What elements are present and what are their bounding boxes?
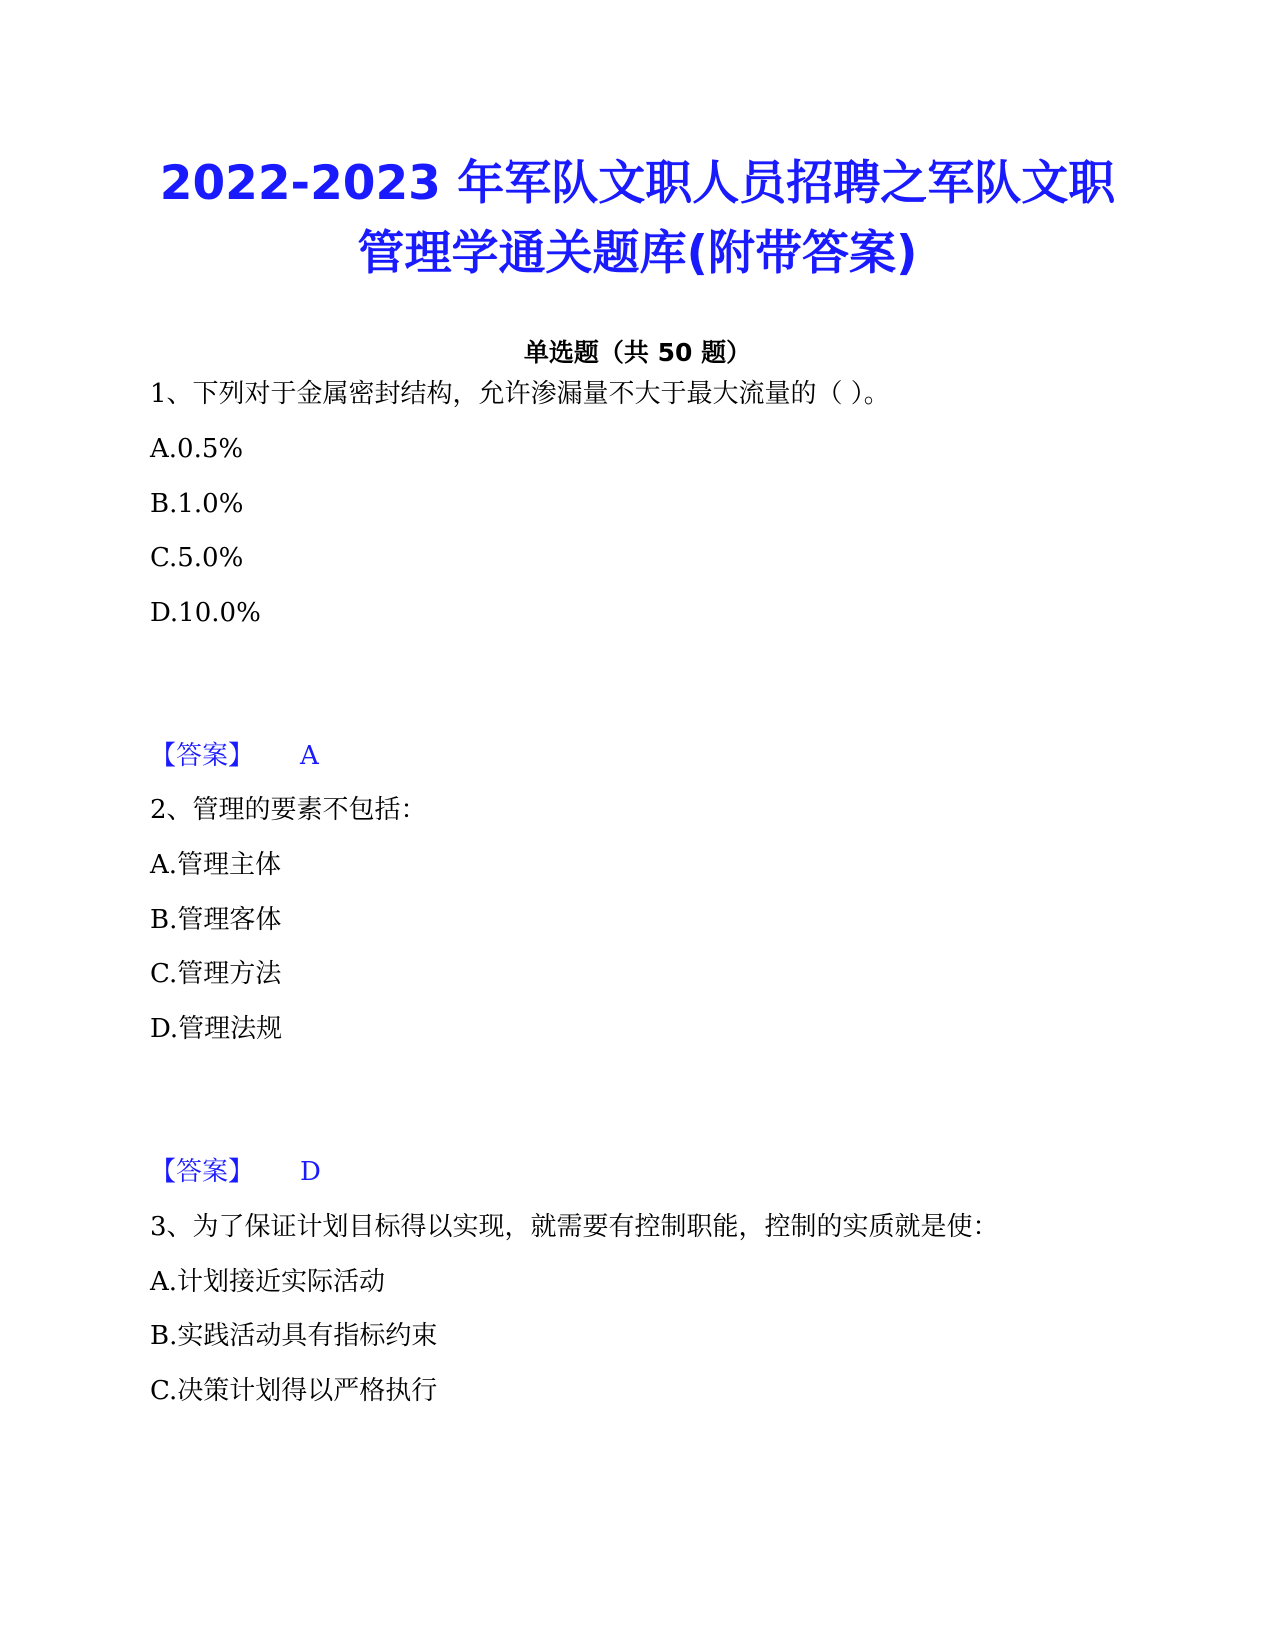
question-2-option-d: D.管理法规 [150,1014,283,1044]
question-1-stem: 1、下列对于金属密封结构，允许渗漏量不大于最大流量的（ ）。 [150,379,890,409]
question-1-option-c: C.5.0% [150,543,244,573]
question-3-option-b: B.实践活动具有指标约束 [150,1321,438,1351]
question-1-option-b: B.1.0% [150,489,244,519]
answer-value: D [300,1157,321,1187]
section-heading: 单选题（共 50 题） [523,338,752,367]
question-1-option-d: D.10.0% [150,598,261,628]
answer-label: 【答案】 [150,1157,255,1187]
document-title-line-1: 2022-2023 年军队文职人员招聘之军队文职 [159,156,1116,211]
question-2-option-a: A.管理主体 [150,850,282,880]
question-3-option-c: C.决策计划得以严格执行 [150,1376,438,1406]
question-2-option-c: C.管理方法 [150,959,282,989]
question-1-answer [150,738,319,774]
question-2-option-b: B.管理客体 [150,905,282,935]
question-2-stem: 2、管理的要素不包括： [150,795,427,825]
question-2-answer [150,1154,321,1190]
answer-label: 【答案】 [150,741,255,771]
question-1-option-a: A.0.5% [150,434,244,464]
answer-value: A [300,741,319,771]
question-3-option-a: A.计划接近实际活动 [150,1267,386,1297]
question-3-stem: 3、为了保证计划目标得以实现，就需要有控制职能，控制的实质就是使： [150,1212,999,1242]
document-title-line-2: 管理学通关题库(附带答案) [357,226,918,281]
